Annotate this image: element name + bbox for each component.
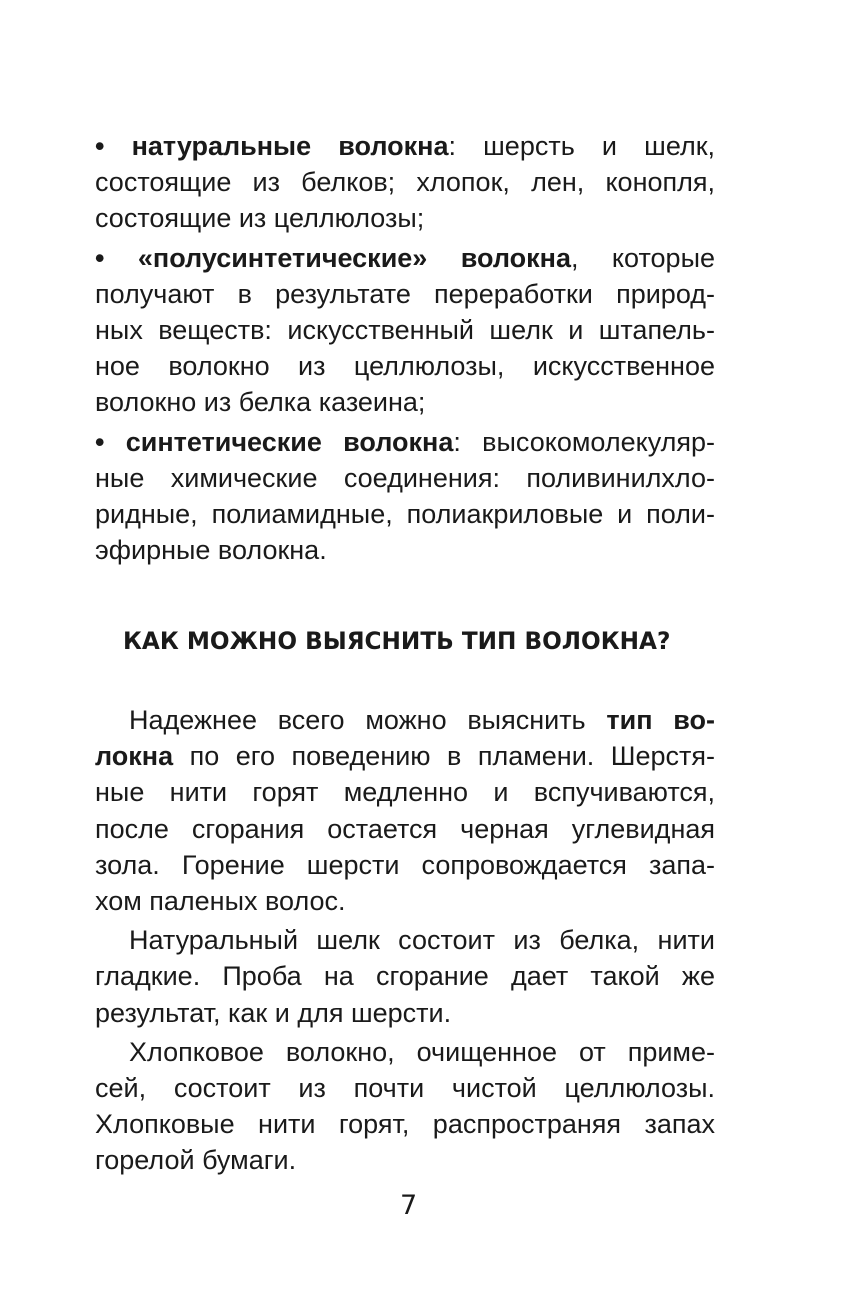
page-number: 7 bbox=[400, 1190, 418, 1221]
text-line: Хлопковое волокно, очищенное от приме- bbox=[129, 1036, 715, 1067]
text-line: ных веществ: искусственный шелк и штапель- bbox=[95, 315, 715, 346]
bullet-text: , которые bbox=[570, 242, 715, 273]
paragraph-wool bbox=[95, 702, 715, 919]
text-line: горелой бумаги. bbox=[95, 1145, 297, 1176]
text-line: состоящие из белков; хлопок, лен, конопля, bbox=[95, 167, 715, 198]
text-line: Натуральный шелк состоит из белка, нити bbox=[129, 925, 715, 956]
bullet-term: • натуральные волокна bbox=[95, 131, 449, 161]
paragraph-text: по его поведению в пламени. Шерстя- bbox=[173, 741, 715, 772]
bullet-list bbox=[95, 128, 715, 571]
section-heading: КАК МОЖНО ВЫЯСНИТЬ ТИП ВОЛОКНА? bbox=[123, 627, 671, 655]
text-line: состоящие из целлюлозы; bbox=[95, 203, 425, 234]
key-term: локна bbox=[95, 741, 174, 772]
text-line: получают в результате переработки природ- bbox=[95, 278, 715, 309]
bullet-text: : высокомолекуляр- bbox=[453, 426, 716, 457]
key-term: тип во- bbox=[606, 705, 715, 735]
text-line: Хлопковые нити горят, распространяя запах bbox=[95, 1109, 715, 1140]
text-line: ное волокно из целлюлозы, искусственное bbox=[95, 351, 715, 382]
section-body bbox=[95, 702, 715, 1182]
text-line: ридные, полиамидные, полиакриловые и поли- bbox=[95, 499, 715, 530]
paragraph-silk bbox=[95, 922, 715, 1031]
bullet-term: • синтетические волокна bbox=[95, 426, 454, 457]
bullet-item-synthetic bbox=[95, 424, 715, 569]
paragraph-cotton bbox=[95, 1034, 715, 1179]
text-line: ные химические соединения: поливинилхло- bbox=[95, 462, 715, 493]
bullet-item-semisynthetic bbox=[95, 240, 715, 421]
bullet-text: : шерсть и шелк, bbox=[448, 131, 716, 161]
bullet-term: • «полусинтетические» волокна bbox=[95, 242, 571, 273]
text-line: результат, как и для шерсти. bbox=[95, 997, 452, 1028]
text-line: эфирные волокна. bbox=[95, 535, 327, 566]
text-line: зола. Горение шерсти сопровождается запа- bbox=[95, 849, 715, 880]
text-line: волокно из белка казеина; bbox=[95, 387, 426, 418]
text-line: ные нити горят медленно и вспучиваются, bbox=[95, 777, 715, 808]
bullet-item-natural bbox=[95, 128, 715, 237]
text-line: сей, состоит из почти чистой целлюлозы. bbox=[95, 1073, 715, 1104]
text-line: после сгорания остается черная углевидная bbox=[95, 813, 715, 844]
paragraph-text: Надежнее всего можно выяснить bbox=[129, 705, 607, 735]
text-line: гладкие. Проба на сгорание дает такой же bbox=[95, 961, 715, 992]
text-line: хом паленых волос. bbox=[95, 886, 346, 917]
